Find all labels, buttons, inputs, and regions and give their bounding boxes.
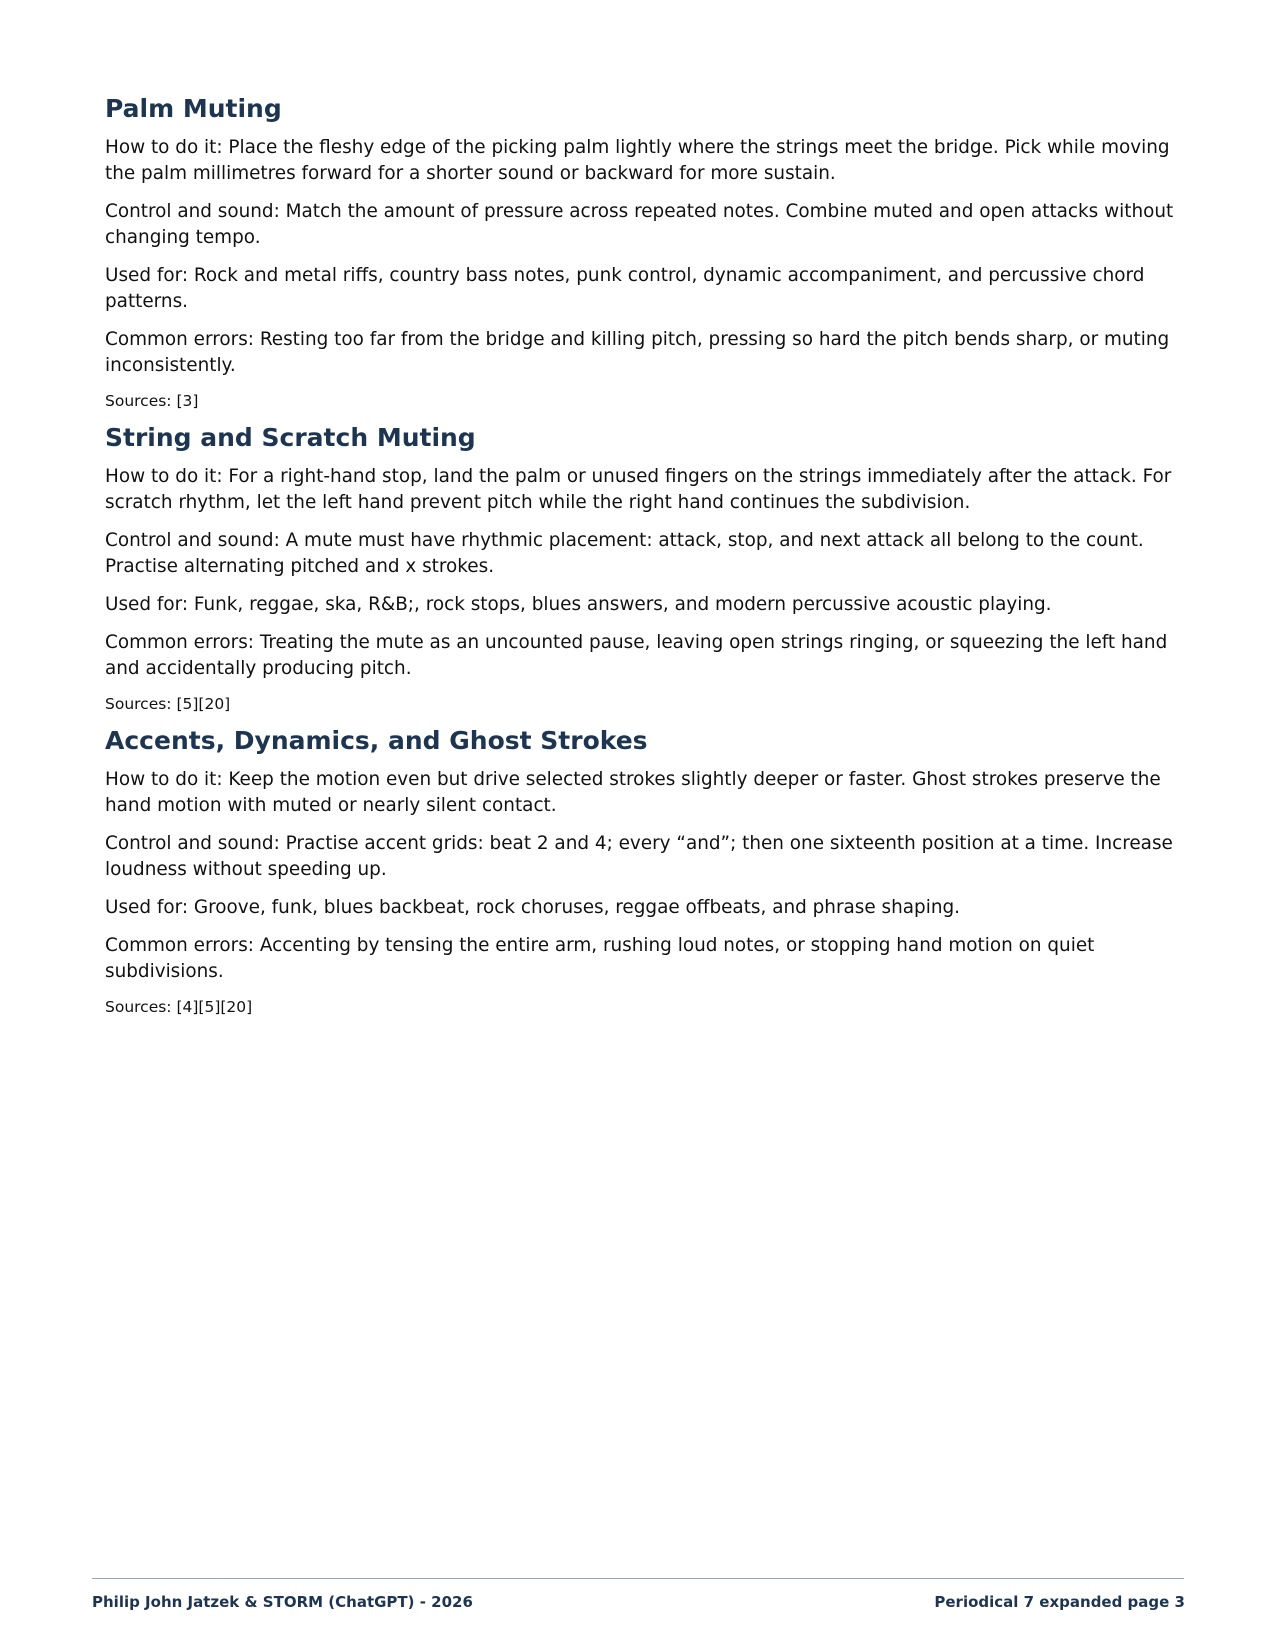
page-content: [105, 92, 1180, 1027]
how-to-paragraph: How to do it: Keep the motion even but drive selected strokes slightly deeper or faster. Ghost strokes preserve the hand motion with muted or nearly silent contact.: [105, 769, 1161, 816]
section-title: String and Scratch Muting: [105, 423, 476, 452]
common-errors-paragraph: Common errors: Resting too far from the bridge and killing pitch, pressing so hard the pitch bends sharp, or muting inconsistently.: [105, 329, 1170, 376]
footer-divider: [92, 1578, 1184, 1579]
used-for-paragraph: Used for: Rock and metal riffs, country bass notes, punk control, dynamic accompaniment, and percussive chord patterns.: [105, 265, 1145, 312]
used-for-paragraph: Used for: Funk, reggae, ska, R&B;, rock stops, blues answers, and modern percussive acoustic playing.: [105, 594, 1052, 615]
how-to-paragraph: How to do it: Place the fleshy edge of the picking palm lightly where the strings meet the bridge. Pick while moving the palm millimetres forward for a shorter sound or backward for more sustain.: [105, 137, 1170, 184]
section-string-scratch-muting: [105, 421, 1180, 714]
common-errors-paragraph: Common errors: Accenting by tensing the entire arm, rushing loud notes, or stopping hand motion on quiet subdivisions.: [105, 935, 1095, 982]
control-paragraph: Control and sound: Match the amount of pressure across repeated notes. Combine muted and open attacks without changing tempo.: [105, 201, 1174, 248]
common-errors-paragraph: Common errors: Treating the mute as an uncounted pause, leaving open strings ringing, or squeezing the left hand and accidentally producing pitch.: [105, 632, 1168, 679]
footer-page-label: Periodical 7 expanded page 3: [934, 1593, 1185, 1611]
section-title: Palm Muting: [105, 94, 282, 123]
sources-line: Sources: [3]: [105, 392, 199, 410]
section-palm-muting: [105, 92, 1180, 411]
footer-author: Philip John Jatzek & STORM (ChatGPT) - 2026: [92, 1593, 473, 1611]
control-paragraph: Control and sound: Practise accent grids: beat 2 and 4; every “and”; then one sixteenth position at a time. Increase loudness without speeding up.: [105, 833, 1173, 880]
how-to-paragraph: How to do it: For a right-hand stop, land the palm or unused fingers on the strings immediately after the attack. For scratch rhythm, let the left hand prevent pitch while the right hand continues the subdivision.: [105, 466, 1172, 513]
section-accents-dynamics: [105, 724, 1180, 1017]
section-title: Accents, Dynamics, and Ghost Strokes: [105, 726, 648, 755]
sources-line: Sources: [4][5][20]: [105, 998, 253, 1016]
used-for-paragraph: Used for: Groove, funk, blues backbeat, rock choruses, reggae offbeats, and phrase shaping.: [105, 897, 961, 918]
sources-line: Sources: [5][20]: [105, 695, 231, 713]
control-paragraph: Control and sound: A mute must have rhythmic placement: attack, stop, and next attack all belong to the count. Practise alternating pitched and x strokes.: [105, 530, 1144, 577]
